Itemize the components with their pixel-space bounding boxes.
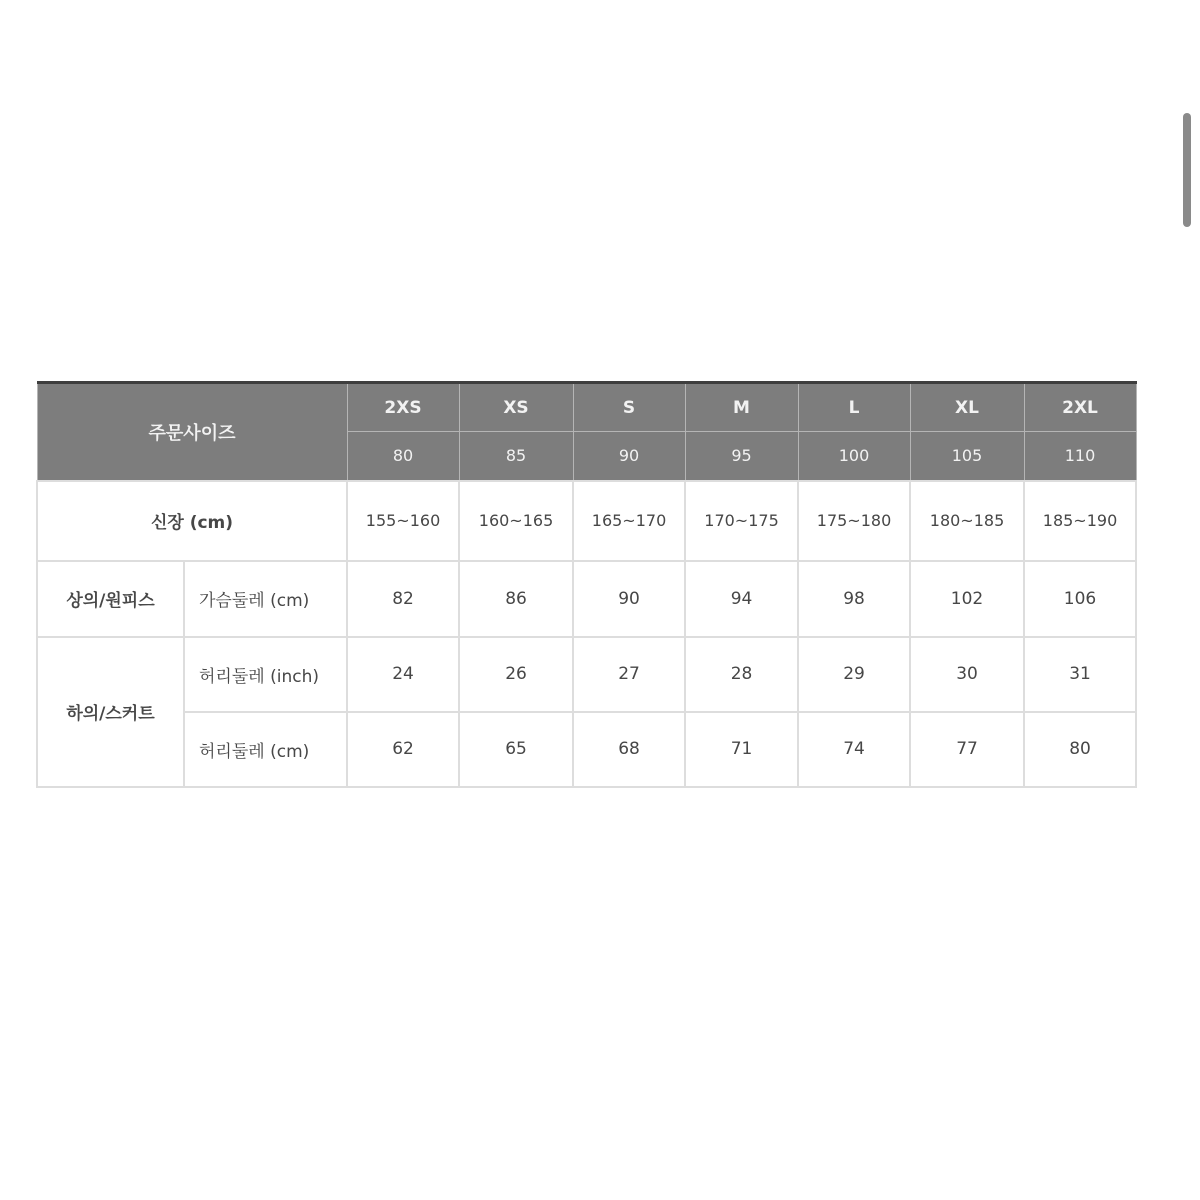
bust-size-l: 100: [798, 432, 910, 481]
height-value-2xs: 155~160: [347, 481, 459, 561]
waist-cm-value-xs: 65: [459, 712, 573, 787]
size-label-m: M: [685, 383, 798, 432]
bust-size-2xs: 80: [347, 432, 459, 481]
size-label-2xl: 2XL: [1024, 383, 1136, 432]
size-label-s: S: [573, 383, 685, 432]
waist-cm-value-s: 68: [573, 712, 685, 787]
bottoms-group-label: 하의/스커트: [37, 637, 184, 787]
height-value-s: 165~170: [573, 481, 685, 561]
table-row-waist-cm: [37, 712, 1136, 787]
height-value-2xl: 185~190: [1024, 481, 1136, 561]
bust-size-xs: 85: [459, 432, 573, 481]
tops-group-label: 상의/원피스: [37, 561, 184, 637]
chest-value-2xl: 106: [1024, 561, 1136, 637]
waist-cm-value-2xs: 62: [347, 712, 459, 787]
chest-value-xs: 86: [459, 561, 573, 637]
waist-inch-value-2xl: 31: [1024, 637, 1136, 712]
waist-cm-value-m: 71: [685, 712, 798, 787]
size-header-row: [37, 383, 1136, 432]
waist-cm-value-l: 74: [798, 712, 910, 787]
height-value-xs: 160~165: [459, 481, 573, 561]
chest-value-s: 90: [573, 561, 685, 637]
waist-inch-label: 허리둘레 (inch): [184, 637, 347, 712]
bust-size-s: 90: [573, 432, 685, 481]
size-label-xs: XS: [459, 383, 573, 432]
waist-inch-value-2xs: 24: [347, 637, 459, 712]
size-label-2xs: 2XS: [347, 383, 459, 432]
waist-inch-value-xl: 30: [910, 637, 1024, 712]
waist-cm-value-2xl: 80: [1024, 712, 1136, 787]
table-row-chest: [37, 561, 1136, 637]
height-value-xl: 180~185: [910, 481, 1024, 561]
height-value-m: 170~175: [685, 481, 798, 561]
waist-inch-value-l: 29: [798, 637, 910, 712]
table-row-waist-inch: [37, 637, 1136, 712]
waist-cm-label: 허리둘레 (cm): [184, 712, 347, 787]
height-value-l: 175~180: [798, 481, 910, 561]
chest-value-xl: 102: [910, 561, 1024, 637]
height-label: 신장 (cm): [37, 481, 347, 561]
waist-inch-value-m: 28: [685, 637, 798, 712]
size-label-xl: XL: [910, 383, 1024, 432]
bust-size-m: 95: [685, 432, 798, 481]
waist-inch-value-xs: 26: [459, 637, 573, 712]
chest-label: 가슴둘레 (cm): [184, 561, 347, 637]
waist-cm-value-xl: 77: [910, 712, 1024, 787]
size-chart-table: [36, 381, 1137, 788]
waist-inch-value-s: 27: [573, 637, 685, 712]
table-row-height: [37, 481, 1136, 561]
chest-value-m: 94: [685, 561, 798, 637]
chest-value-l: 98: [798, 561, 910, 637]
scrollbar-thumb[interactable]: [1183, 113, 1191, 227]
bust-size-xl: 105: [910, 432, 1024, 481]
order-size-label: 주문사이즈: [37, 383, 347, 481]
size-label-l: L: [798, 383, 910, 432]
bust-size-2xl: 110: [1024, 432, 1136, 481]
chest-value-2xs: 82: [347, 561, 459, 637]
